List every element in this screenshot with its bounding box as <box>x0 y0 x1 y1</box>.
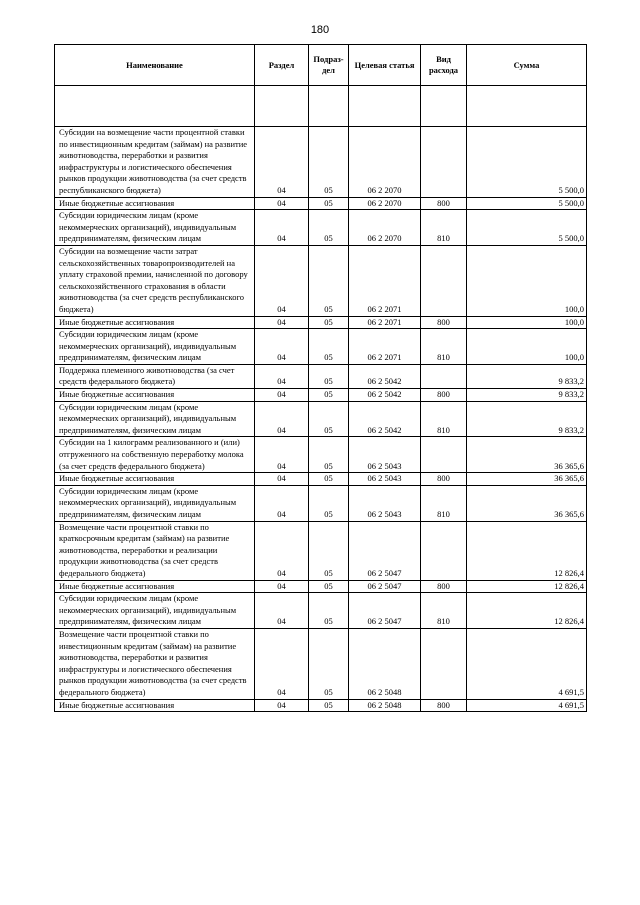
cell-name: Поддержка племенного животноводства (за счет средств федерального бюджета) <box>55 364 255 388</box>
table-row <box>55 197 587 210</box>
cell-sum: 9 833,2 <box>467 364 587 388</box>
cell-subsection: 05 <box>309 580 349 593</box>
cell-subsection: 05 <box>309 210 349 246</box>
table-row <box>55 485 587 521</box>
cell-section: 04 <box>255 197 309 210</box>
cell-section: 04 <box>255 245 309 316</box>
cell-target: 06 2 5042 <box>349 401 421 437</box>
cell-section: 04 <box>255 364 309 388</box>
cell-kind <box>421 437 467 473</box>
cell-kind: 810 <box>421 593 467 629</box>
cell-kind: 800 <box>421 473 467 486</box>
table-row <box>55 401 587 437</box>
cell-target: 06 2 5047 <box>349 521 421 580</box>
cell-subsection: 05 <box>309 197 349 210</box>
table-row <box>55 329 587 365</box>
cell-sum: 5 500,0 <box>467 127 587 198</box>
table-row <box>55 521 587 580</box>
cell-kind <box>421 245 467 316</box>
budget-table <box>54 44 587 712</box>
cell-section: 04 <box>255 699 309 712</box>
cell-kind <box>421 628 467 699</box>
cell-sum: 9 833,2 <box>467 401 587 437</box>
cell-subsection: 05 <box>309 401 349 437</box>
cell-kind: 800 <box>421 699 467 712</box>
cell-section: 04 <box>255 485 309 521</box>
header-spacer-row <box>55 86 587 127</box>
cell-target: 06 2 2071 <box>349 316 421 329</box>
header-sum: Сумма <box>467 45 587 86</box>
table-row <box>55 389 587 402</box>
table-row <box>55 580 587 593</box>
cell-section: 04 <box>255 389 309 402</box>
cell-kind: 810 <box>421 329 467 365</box>
cell-section: 04 <box>255 329 309 365</box>
cell-section: 04 <box>255 521 309 580</box>
spacer-cell <box>349 86 421 127</box>
cell-kind: 810 <box>421 485 467 521</box>
cell-name: Субсидии юридическим лицам (кроме некоммерческих организаций), индивидуальным предпринимателям, физическим лицам <box>55 401 255 437</box>
header-name: Наименование <box>55 45 255 86</box>
cell-sum: 12 826,4 <box>467 593 587 629</box>
cell-kind <box>421 364 467 388</box>
cell-sum: 5 500,0 <box>467 210 587 246</box>
cell-kind: 800 <box>421 389 467 402</box>
spacer-cell <box>55 86 255 127</box>
table-row <box>55 316 587 329</box>
cell-sum: 12 826,4 <box>467 521 587 580</box>
cell-sum: 100,0 <box>467 245 587 316</box>
cell-sum: 36 365,6 <box>467 473 587 486</box>
table-row <box>55 473 587 486</box>
cell-subsection: 05 <box>309 364 349 388</box>
cell-sum: 100,0 <box>467 316 587 329</box>
cell-target: 06 2 5047 <box>349 593 421 629</box>
cell-target: 06 2 5042 <box>349 364 421 388</box>
cell-subsection: 05 <box>309 485 349 521</box>
cell-subsection: 05 <box>309 521 349 580</box>
cell-name: Иные бюджетные ассигнования <box>55 389 255 402</box>
cell-subsection: 05 <box>309 437 349 473</box>
cell-subsection: 05 <box>309 329 349 365</box>
cell-target: 06 2 2070 <box>349 127 421 198</box>
table-row <box>55 245 587 316</box>
page-number: 180 <box>310 24 330 36</box>
cell-name: Субсидии юридическим лицам (кроме некоммерческих организаций), индивидуальным предпринимателям, физическим лицам <box>55 329 255 365</box>
cell-section: 04 <box>255 401 309 437</box>
cell-name: Субсидии юридическим лицам (кроме некоммерческих организаций), индивидуальным предпринимателям, физическим лицам <box>55 593 255 629</box>
cell-target: 06 2 5048 <box>349 628 421 699</box>
cell-subsection: 05 <box>309 245 349 316</box>
cell-target: 06 2 5043 <box>349 473 421 486</box>
cell-sum: 100,0 <box>467 329 587 365</box>
cell-section: 04 <box>255 437 309 473</box>
table-row <box>55 437 587 473</box>
cell-kind: 800 <box>421 580 467 593</box>
cell-name: Субсидии на 1 килограмм реализованного и (или) отгруженного на собственную переработку молока (за счет средств федерального бюджета) <box>55 437 255 473</box>
cell-section: 04 <box>255 580 309 593</box>
table-header-row <box>55 45 587 86</box>
cell-target: 06 2 5048 <box>349 699 421 712</box>
cell-name: Иные бюджетные ассигнования <box>55 473 255 486</box>
cell-sum: 9 833,2 <box>467 389 587 402</box>
cell-kind: 800 <box>421 316 467 329</box>
cell-subsection: 05 <box>309 127 349 198</box>
cell-target: 06 2 2070 <box>349 197 421 210</box>
cell-kind: 800 <box>421 197 467 210</box>
cell-section: 04 <box>255 210 309 246</box>
cell-subsection: 05 <box>309 389 349 402</box>
header-subsection: Подраз-дел <box>309 45 349 86</box>
cell-sum: 12 826,4 <box>467 580 587 593</box>
cell-subsection: 05 <box>309 699 349 712</box>
cell-target: 06 2 5043 <box>349 437 421 473</box>
cell-sum: 36 365,6 <box>467 437 587 473</box>
table-row <box>55 699 587 712</box>
cell-section: 04 <box>255 316 309 329</box>
header-target: Целевая статья <box>349 45 421 86</box>
cell-name: Субсидии юридическим лицам (кроме некоммерческих организаций), индивидуальным предпринимателям, физическим лицам <box>55 210 255 246</box>
cell-subsection: 05 <box>309 473 349 486</box>
cell-target: 06 2 5043 <box>349 485 421 521</box>
header-section: Раздел <box>255 45 309 86</box>
cell-name: Субсидии юридическим лицам (кроме некоммерческих организаций), индивидуальным предпринимателям, физическим лицам <box>55 485 255 521</box>
cell-section: 04 <box>255 593 309 629</box>
cell-subsection: 05 <box>309 628 349 699</box>
cell-kind: 810 <box>421 401 467 437</box>
header-kind: Вид расхода <box>421 45 467 86</box>
cell-name: Иные бюджетные ассигнования <box>55 580 255 593</box>
cell-sum: 4 691,5 <box>467 628 587 699</box>
cell-target: 06 2 2070 <box>349 210 421 246</box>
cell-section: 04 <box>255 628 309 699</box>
table-row <box>55 210 587 246</box>
spacer-cell <box>467 86 587 127</box>
cell-subsection: 05 <box>309 316 349 329</box>
cell-kind <box>421 521 467 580</box>
cell-target: 06 2 5047 <box>349 580 421 593</box>
table-row <box>55 364 587 388</box>
cell-name: Иные бюджетные ассигнования <box>55 316 255 329</box>
cell-sum: 4 691,5 <box>467 699 587 712</box>
spacer-cell <box>255 86 309 127</box>
cell-name: Иные бюджетные ассигнования <box>55 699 255 712</box>
cell-target: 06 2 5042 <box>349 389 421 402</box>
cell-kind: 810 <box>421 210 467 246</box>
cell-sum: 5 500,0 <box>467 197 587 210</box>
cell-target: 06 2 2071 <box>349 245 421 316</box>
cell-name: Субсидии на возмещение части затрат сельскохозяйственных товаропроизводителей на уплату страховой премии, начисленной по договору сельскохозяйственного страхования в области животноводства (за счет средств республиканского бюджета) <box>55 245 255 316</box>
cell-name: Иные бюджетные ассигнования <box>55 197 255 210</box>
table-row <box>55 127 587 198</box>
cell-sum: 36 365,6 <box>467 485 587 521</box>
table-row <box>55 628 587 699</box>
cell-section: 04 <box>255 473 309 486</box>
cell-section: 04 <box>255 127 309 198</box>
cell-name: Возмещение части процентной ставки по краткосрочным кредитам (займам) на развитие животноводства, переработки и реализации продукции животноводства (за счет средств федерального бюджета) <box>55 521 255 580</box>
cell-subsection: 05 <box>309 593 349 629</box>
cell-name: Возмещение части процентной ставки по инвестиционным кредитам (займам) на развитие животноводства, переработки и развития инфраструктуры и логистического обеспечения рынков продукции животноводства (за счет средств федерального бюджета) <box>55 628 255 699</box>
spacer-cell <box>421 86 467 127</box>
table-row <box>55 593 587 629</box>
cell-name: Субсидии на возмещение части процентной ставки по инвестиционным кредитам (займам) на развитие животноводства, переработки и развития инфраструктуры и логистического обеспечения рынков продукции животноводства (за счет средств республиканского бюджета) <box>55 127 255 198</box>
cell-kind <box>421 127 467 198</box>
cell-target: 06 2 2071 <box>349 329 421 365</box>
spacer-cell <box>309 86 349 127</box>
